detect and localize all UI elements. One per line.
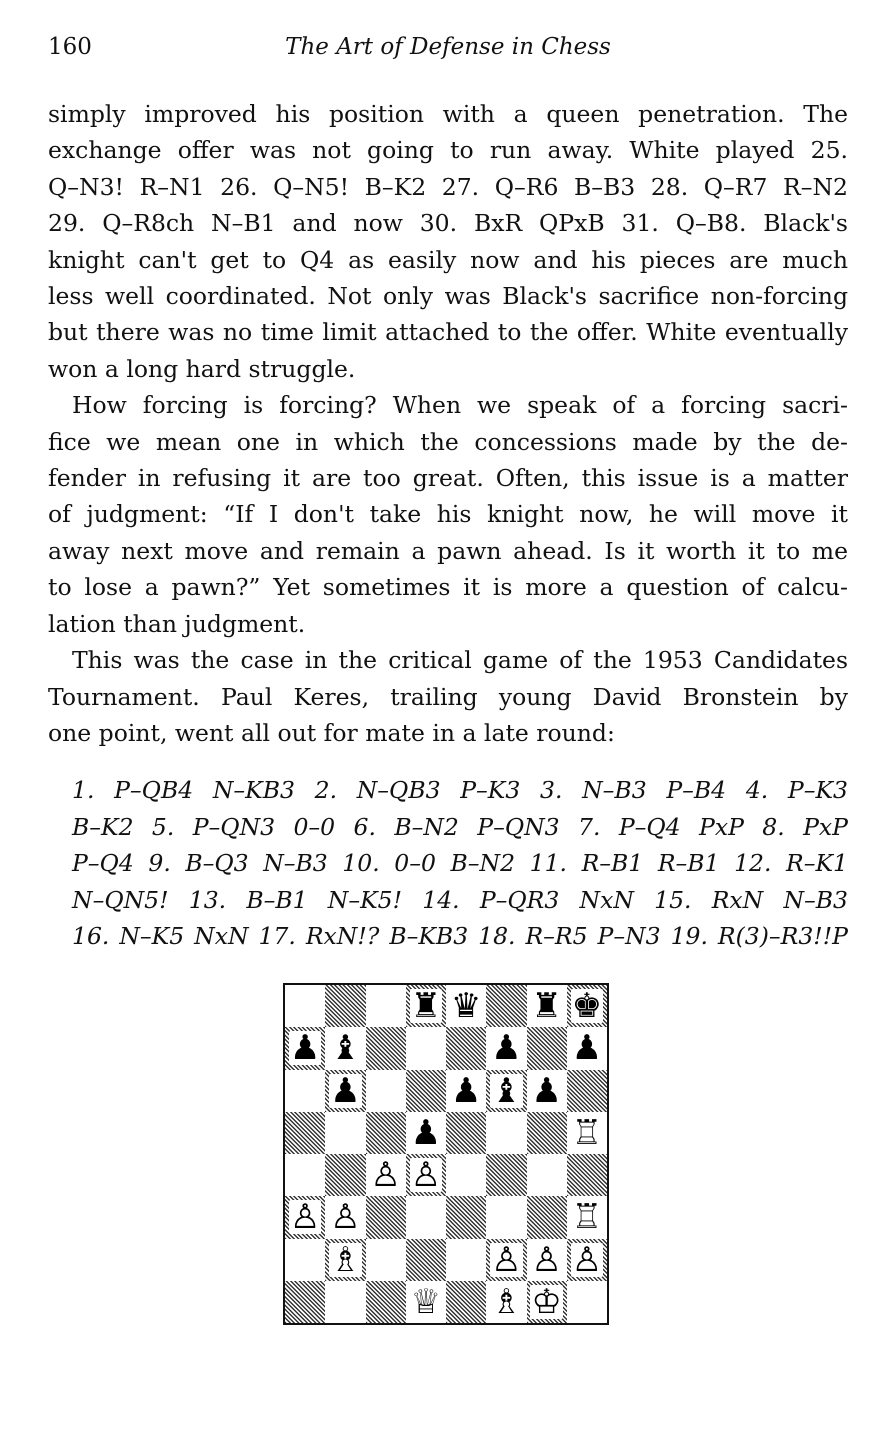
chess-piece-icon: ♙ xyxy=(330,1197,361,1238)
board-square xyxy=(285,985,325,1027)
chess-piece-icon: ♗ xyxy=(491,1281,522,1322)
board-square xyxy=(527,1281,567,1323)
board-square xyxy=(486,985,526,1027)
text-line: simply improved his position with a queen penetration. The xyxy=(48,100,848,128)
board-square xyxy=(527,1239,567,1281)
board-square xyxy=(366,1239,406,1281)
text-line: won a long hard struggle. xyxy=(48,354,356,383)
chess-piece-icon: ♟ xyxy=(410,1112,442,1153)
chess-piece-icon: ♕ xyxy=(410,1281,442,1322)
page-header xyxy=(48,34,848,68)
text-line: exchange offer was not going to run away. White played 25. xyxy=(48,136,848,165)
board-square xyxy=(406,1027,446,1069)
paragraph-1 xyxy=(48,96,848,387)
board-square xyxy=(285,1196,325,1238)
board-square xyxy=(366,985,406,1027)
board-square xyxy=(366,1281,406,1323)
chess-piece-icon: ♟ xyxy=(289,1028,321,1069)
body-text xyxy=(48,96,848,954)
board-square xyxy=(567,1112,607,1154)
chess-piece-icon: ♖ xyxy=(571,1112,603,1153)
game-moves xyxy=(48,772,848,954)
move-line: P–Q4 9. B–Q3 N–B3 10. 0–0 B–N2 11. R–B1 R–B1 12. R–K1 xyxy=(72,849,848,878)
chess-piece-icon: ♙ xyxy=(410,1155,442,1196)
board-square xyxy=(406,1281,446,1323)
chess-piece-icon: ♙ xyxy=(289,1197,321,1238)
board-square xyxy=(406,1154,446,1196)
board-square xyxy=(366,1070,406,1112)
move-line: B–K2 5. P–QN3 0–0 6. B–N2 P–QN3 7. P–Q4 PxP 8. PxP xyxy=(72,812,848,841)
chess-diagram xyxy=(283,983,607,1323)
board-square xyxy=(285,1027,325,1069)
running-title: The Art of Defense in Chess xyxy=(285,34,611,60)
board-square xyxy=(366,1027,406,1069)
board-square xyxy=(285,1239,325,1281)
chess-piece-icon: ♟ xyxy=(491,1028,522,1069)
text-line: but there was no time limit attached to the offer. White eventually xyxy=(48,318,848,347)
board-square xyxy=(446,985,486,1027)
chess-piece-icon: ♙ xyxy=(531,1239,562,1280)
text-line: fender in refusing it are too great. Often, this issue is a matter xyxy=(48,464,848,493)
chess-piece-icon: ♙ xyxy=(571,1239,603,1280)
text-line: lation than judgment. xyxy=(48,609,306,638)
board-square xyxy=(366,1112,406,1154)
board-square xyxy=(486,1027,526,1069)
chess-board xyxy=(283,983,609,1325)
board-square xyxy=(567,1154,607,1196)
chess-piece-icon: ♝ xyxy=(330,1028,361,1069)
board-square xyxy=(366,1196,406,1238)
board-square xyxy=(446,1281,486,1323)
text-line: of judgment: “If I don't take his knight now, he will move it xyxy=(48,500,848,529)
board-square xyxy=(527,1196,567,1238)
board-square xyxy=(406,1112,446,1154)
board-square xyxy=(486,1196,526,1238)
board-square xyxy=(285,1070,325,1112)
text-line: away next move and remain a pawn ahead. Is it worth it to me xyxy=(48,536,848,565)
chess-piece-icon: ♟ xyxy=(330,1070,361,1111)
board-square xyxy=(486,1112,526,1154)
move-line: 1. P–QB4 N–KB3 2. N–QB3 P–K3 3. N–B3 P–B4 4. P–K3 xyxy=(72,776,848,805)
board-square xyxy=(527,1027,567,1069)
board-square xyxy=(446,1196,486,1238)
board-square xyxy=(325,985,365,1027)
chess-piece-icon: ♟ xyxy=(450,1070,482,1111)
board-square xyxy=(446,1154,486,1196)
board-square xyxy=(406,985,446,1027)
paragraph-2 xyxy=(48,387,848,642)
move-line: 16. N–K5 NxN 17. RxN!? B–KB3 18. R–R5 P–N3 19. R(3)–R3!!P xyxy=(72,921,848,950)
chess-piece-icon: ♚ xyxy=(571,986,603,1027)
board-square xyxy=(325,1070,365,1112)
chess-piece-icon: ♔ xyxy=(531,1281,562,1322)
text-line: less well coordinated. Not only was Black's sacrifice non-forcing xyxy=(48,282,848,311)
board-square xyxy=(567,1281,607,1323)
board-square xyxy=(527,1070,567,1112)
board-square xyxy=(527,1112,567,1154)
board-square xyxy=(567,1070,607,1112)
board-square xyxy=(406,1196,446,1238)
paragraph-3 xyxy=(48,642,848,751)
text-line: fice we mean one in which the concessions made by the de- xyxy=(48,427,848,456)
board-square xyxy=(527,985,567,1027)
chess-piece-icon: ♝ xyxy=(491,1070,522,1111)
chess-piece-icon: ♗ xyxy=(330,1239,361,1280)
text-line: Tournament. Paul Keres, trailing young David Bronstein by xyxy=(48,682,848,711)
board-square xyxy=(325,1281,365,1323)
page-number: 160 xyxy=(48,34,92,60)
board-square xyxy=(406,1070,446,1112)
board-square xyxy=(486,1239,526,1281)
board-square xyxy=(567,1239,607,1281)
text-line: 29. Q–R8ch N–B1 and now 30. BxR QPxB 31. Q–B8. Black's xyxy=(48,209,848,238)
chess-piece-icon: ♙ xyxy=(370,1155,401,1196)
chess-piece-icon: ♙ xyxy=(491,1239,522,1280)
chess-piece-icon: ♜ xyxy=(410,986,442,1027)
board-square xyxy=(446,1112,486,1154)
board-square xyxy=(527,1154,567,1196)
board-square xyxy=(446,1239,486,1281)
chess-piece-icon: ♖ xyxy=(571,1197,603,1238)
board-square xyxy=(325,1027,365,1069)
board-square xyxy=(567,985,607,1027)
board-square xyxy=(325,1112,365,1154)
text-line: Q–N3! R–N1 26. Q–N5! B–K2 27. Q–R6 B–B3 28. Q–R7 R–N2 xyxy=(48,172,848,201)
text-line: to lose a pawn?” Yet sometimes it is more a question of calcu- xyxy=(48,573,848,602)
move-line: N–QN5! 13. B–B1 N–K5! 14. P–QR3 NxN 15. RxN N–B3 xyxy=(72,885,848,914)
board-square xyxy=(446,1070,486,1112)
text-line: This was the case in the critical game of the 1953 Candidates xyxy=(72,646,848,675)
board-square xyxy=(285,1154,325,1196)
text-line: How forcing is forcing? When we speak of a forcing sacri- xyxy=(72,391,848,420)
board-square xyxy=(486,1070,526,1112)
text-line: one point, went all out for mate in a late round: xyxy=(48,718,615,747)
chess-piece-icon: ♟ xyxy=(571,1028,603,1069)
board-square xyxy=(325,1154,365,1196)
board-square xyxy=(446,1027,486,1069)
board-square xyxy=(325,1239,365,1281)
board-square xyxy=(366,1154,406,1196)
board-square xyxy=(406,1239,446,1281)
board-square xyxy=(325,1196,365,1238)
board-square xyxy=(567,1196,607,1238)
board-square xyxy=(486,1154,526,1196)
board-square xyxy=(285,1112,325,1154)
board-square xyxy=(567,1027,607,1069)
board-square xyxy=(486,1281,526,1323)
text-line: knight can't get to Q4 as easily now and his pieces are much xyxy=(48,245,848,274)
board-square xyxy=(285,1281,325,1323)
chess-piece-icon: ♟ xyxy=(531,1070,562,1111)
chess-piece-icon: ♜ xyxy=(531,986,562,1027)
chess-piece-icon: ♛ xyxy=(450,986,482,1027)
